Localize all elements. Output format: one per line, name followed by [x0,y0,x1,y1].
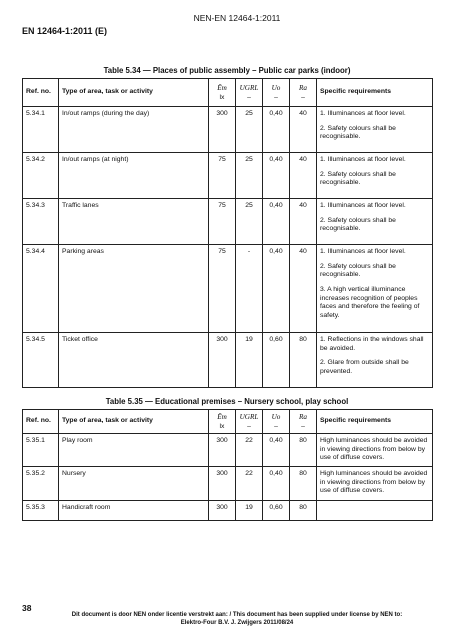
page-number: 38 [22,603,32,613]
cell-ugr: 22 [236,467,263,501]
cell-uo: 0,40 [263,467,290,501]
license-footer [0,612,474,628]
cell-uo: 0,60 [263,501,290,521]
requirement-item: 1. Illuminances at floor level. [320,248,406,255]
cell-em: 300 [209,501,236,521]
requirement-item: High luminances should be avoided in viewing directions from below by use of diffuse covers. [320,470,428,495]
cell-type: Parking areas [59,245,209,333]
cell-uo: 0,40 [263,107,290,153]
column-header-ugr: UGRL – [236,410,263,434]
cell-uo: 0,40 [263,153,290,199]
standard-id-header: EN 12464-1:2011 (E) [22,26,108,36]
requirement-item: 2. Safety colours shall be recognisable. [320,262,396,279]
column-header-type: Type of area, task or activity [59,79,209,107]
cell-ra: 40 [290,245,317,333]
cell-uo: 0,40 [263,245,290,333]
requirement-item: 2. Safety colours shall be recognisable. [320,216,396,233]
cell-requirements [317,333,433,388]
column-header-ugr: UGRL – [236,79,263,107]
requirement-item: 2. Safety colours shall be recognisable. [320,170,396,187]
cell-ugr: 19 [236,501,263,521]
table-row [23,501,433,521]
column-header-type: Type of area, task or activity [59,410,209,434]
column-header-ra: Ra – [290,410,317,434]
cell-ref: 5.34.2 [23,153,59,199]
cell-ref: 5.34.5 [23,333,59,388]
table-row [23,333,433,388]
requirement-item: 1. Reflections in the windows shall be avoided. [320,336,424,352]
cell-em: 75 [209,153,236,199]
column-header-uo: Uo – [263,79,290,107]
cell-ref: 5.34.1 [23,107,59,153]
cell-ra: 40 [290,153,317,199]
requirement-item: 3. A high vertical illuminance increases recognition of peoples faces and therefore the feeling of safety. [320,286,420,320]
cell-type: Play room [59,434,209,467]
footer-line: Dit document is door NEN onder licentie verstrekt aan: / This document has been supplied under license by NEN to: [71,612,403,618]
cell-uo: 0,60 [263,333,290,388]
cell-em: 300 [209,467,236,501]
table-5-34 [22,78,433,388]
cell-em: 300 [209,107,236,153]
cell-ra: 80 [290,333,317,388]
cell-ra: 80 [290,501,317,521]
table-row [23,467,433,501]
cell-ref: 5.35.3 [23,501,59,521]
cell-type: Nursery [59,467,209,501]
requirement-item: 1. Illuminances at floor level. [320,156,406,163]
column-header-requirements: Specific requirements [317,410,433,434]
cell-requirements [317,153,433,199]
cell-ra: 80 [290,467,317,501]
column-header-em: Ēm lx [209,79,236,107]
cell-requirements [317,199,433,245]
cell-type: Ticket office [59,333,209,388]
cell-em: 75 [209,245,236,333]
cell-ugr: 19 [236,333,263,388]
cell-type: In/out ramps (at night) [59,153,209,199]
requirement-item: 1. Illuminances at floor level. [320,110,406,117]
cell-type: In/out ramps (during the day) [59,107,209,153]
cell-ugr: 25 [236,153,263,199]
cell-requirements [317,434,433,467]
cell-em: 75 [209,199,236,245]
column-header-em: Ēm lx [209,410,236,434]
document-id-header: NEN-EN 12464-1:2011 [193,13,281,23]
requirement-item: 1. Illuminances at floor level. [320,202,406,209]
cell-ref: 5.34.4 [23,245,59,333]
table-row [23,245,433,333]
table-row [23,434,433,467]
cell-type: Handicraft room [59,501,209,521]
cell-requirements [317,467,433,501]
cell-ra: 40 [290,107,317,153]
table-5-34-caption: Table 5.34 — Places of public assembly – Public car parks (indoor) [103,66,351,75]
cell-ref: 5.34.3 [23,199,59,245]
cell-ugr: - [236,245,263,333]
requirement-item: 2. Glare from outside shall be prevented. [320,359,409,376]
cell-uo: 0,40 [263,199,290,245]
cell-uo: 0,40 [263,434,290,467]
column-header-ref: Ref. no. [23,410,59,434]
cell-requirements [317,245,433,333]
cell-em: 300 [209,434,236,467]
cell-ra: 40 [290,199,317,245]
column-header-uo: Uo – [263,410,290,434]
requirement-item: 2. Safety colours shall be recognisable. [320,124,396,141]
table-5-35 [22,409,433,521]
cell-ugr: 25 [236,107,263,153]
column-header-ref: Ref. no. [23,79,59,107]
cell-type: Traffic lanes [59,199,209,245]
cell-ra: 80 [290,434,317,467]
column-header-requirements: Specific requirements [317,79,433,107]
table-row [23,153,433,199]
cell-ref: 5.35.1 [23,434,59,467]
cell-ugr: 25 [236,199,263,245]
column-header-ra: Ra – [290,79,317,107]
cell-ref: 5.35.2 [23,467,59,501]
cell-ugr: 22 [236,434,263,467]
table-row [23,107,433,153]
footer-line: Elektro-Four B.V. J. Zwijgers 2011/08/24 [180,619,294,626]
table-5-35-caption: Table 5.35 — Educational premises – Nursery school, play school [105,397,349,406]
cell-em: 300 [209,333,236,388]
cell-requirements [317,501,433,521]
requirement-item: High luminances should be avoided in viewing directions from below by use of diffuse covers. [320,437,428,462]
table-row [23,199,433,245]
cell-requirements [317,107,433,153]
